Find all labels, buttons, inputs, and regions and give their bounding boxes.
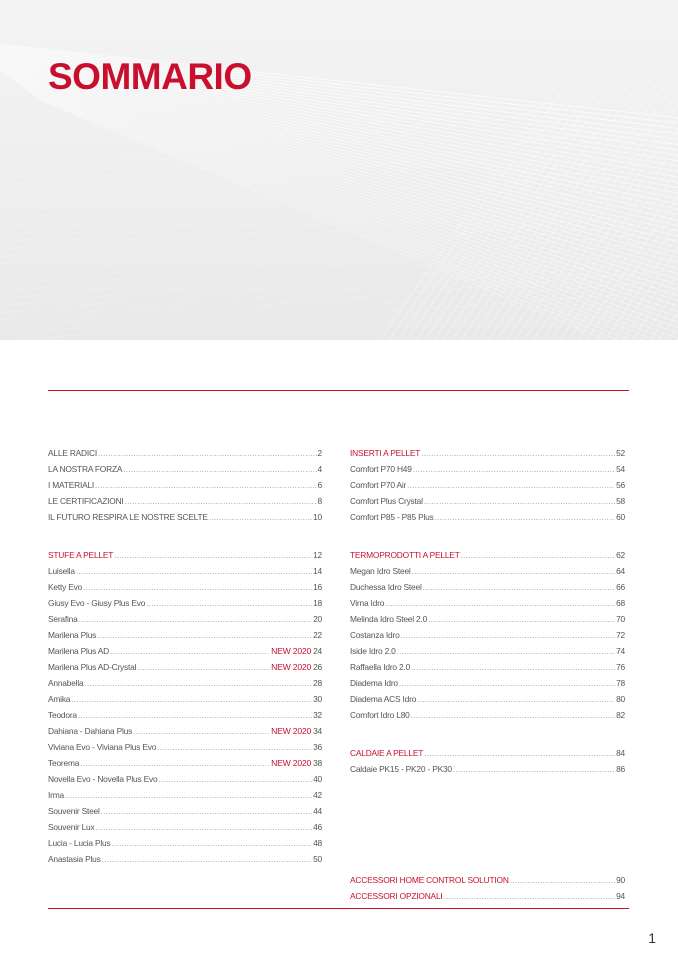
toc-entry-page: 74 bbox=[616, 646, 625, 656]
dot-leader bbox=[83, 579, 312, 595]
dot-leader bbox=[399, 675, 615, 691]
dot-leader bbox=[112, 835, 313, 851]
dot-leader bbox=[411, 707, 615, 723]
toc-entry-page: 86 bbox=[616, 764, 625, 774]
toc-entry-label: Annabella bbox=[48, 678, 84, 688]
dot-leader bbox=[407, 477, 615, 493]
decorative-line bbox=[650, 80, 678, 340]
toc-entry bbox=[48, 595, 322, 611]
toc-section-heading bbox=[350, 888, 625, 904]
page-number: 1 bbox=[648, 930, 656, 946]
new-badge: NEW 2020 bbox=[271, 662, 312, 672]
toc-entry-label: Marilena Plus AD-Crystal bbox=[48, 662, 137, 672]
toc-entry bbox=[48, 787, 322, 803]
toc-entry-label: Iside Idro 2.0 bbox=[350, 646, 396, 656]
toc-entry bbox=[350, 611, 625, 627]
dot-leader bbox=[133, 723, 270, 739]
toc-entry-page: 80 bbox=[616, 694, 625, 704]
dot-leader bbox=[424, 745, 615, 761]
toc-entry-label: Amika bbox=[48, 694, 71, 704]
dot-leader bbox=[401, 627, 616, 643]
dot-leader bbox=[412, 563, 615, 579]
dot-leader bbox=[76, 563, 312, 579]
toc-entry bbox=[48, 835, 322, 851]
section-spacer bbox=[350, 723, 625, 745]
toc-entry-page: 70 bbox=[616, 614, 625, 624]
toc-entry-page: 44 bbox=[313, 806, 322, 816]
toc-entry-label: Raffaella Idro 2.0 bbox=[350, 662, 411, 672]
toc-entry-page: 56 bbox=[616, 480, 625, 490]
dot-leader bbox=[97, 627, 312, 643]
toc-entry-label: Luisella bbox=[48, 566, 75, 576]
toc-entry-label: Comfort Idro L80 bbox=[350, 710, 410, 720]
dot-leader bbox=[209, 509, 312, 525]
toc-section-heading bbox=[48, 547, 322, 563]
toc-entry-page: 78 bbox=[616, 678, 625, 688]
dot-leader bbox=[417, 691, 615, 707]
toc-entry bbox=[48, 675, 322, 691]
toc-entry-label: Novella Evo - Novella Plus Evo bbox=[48, 774, 158, 784]
toc-entry-label: ALLE RADICI bbox=[48, 448, 97, 458]
toc-left-column bbox=[48, 445, 322, 867]
toc-entry-page: 82 bbox=[616, 710, 625, 720]
dot-leader bbox=[453, 761, 615, 777]
toc-entry bbox=[48, 493, 322, 509]
toc-entry bbox=[350, 643, 625, 659]
decorative-line bbox=[0, 290, 678, 340]
toc-entry-label: Teodora bbox=[48, 710, 77, 720]
toc-entry-page: 18 bbox=[313, 598, 322, 608]
toc-entry-page: 10 bbox=[313, 512, 322, 522]
dot-leader bbox=[95, 819, 312, 835]
toc-entry-label: Souvenir Steel bbox=[48, 806, 100, 816]
toc-entry bbox=[48, 477, 322, 493]
toc-entry-label: Virna Idro bbox=[350, 598, 385, 608]
dot-leader bbox=[123, 461, 316, 477]
toc-entry-label: Comfort P85 - P85 Plus bbox=[350, 512, 434, 522]
toc-entry-label: Megan Idro Steel bbox=[350, 566, 411, 576]
decorative-line bbox=[596, 80, 678, 340]
toc-entry-label: Teorema bbox=[48, 758, 80, 768]
toc-entry-label: STUFE A PELLET bbox=[48, 550, 114, 560]
dot-leader bbox=[114, 547, 312, 563]
toc-entry-page: 34 bbox=[313, 726, 322, 736]
toc-entry-label: LE CERTIFICAZIONI bbox=[48, 496, 124, 506]
toc-entry-page: 90 bbox=[616, 875, 625, 885]
section-spacer bbox=[48, 525, 322, 547]
toc-entry bbox=[350, 691, 625, 707]
toc-entry bbox=[350, 595, 625, 611]
toc-entry-page: 30 bbox=[313, 694, 322, 704]
toc-entry-page: 20 bbox=[313, 614, 322, 624]
section-spacer bbox=[350, 525, 625, 547]
dot-leader bbox=[510, 872, 615, 888]
toc-entry bbox=[48, 803, 322, 819]
dot-leader bbox=[397, 643, 615, 659]
toc-entry-page: 16 bbox=[313, 582, 322, 592]
toc-entry-label: Lucia - Lucia Plus bbox=[48, 838, 111, 848]
new-badge: NEW 2020 bbox=[271, 758, 312, 768]
toc-entry-label: Giusy Evo - Giusy Plus Evo bbox=[48, 598, 146, 608]
toc-section-heading bbox=[350, 547, 625, 563]
dot-leader bbox=[413, 461, 615, 477]
toc-section-heading bbox=[350, 745, 625, 761]
toc-entry bbox=[48, 627, 322, 643]
toc-entry bbox=[48, 509, 322, 525]
toc-entry-label: INSERTI A PELLET bbox=[350, 448, 421, 458]
toc-entry-page: 38 bbox=[313, 758, 322, 768]
toc-entry bbox=[48, 611, 322, 627]
dot-leader bbox=[137, 659, 270, 675]
toc-entry-label: Marilena Plus AD bbox=[48, 646, 110, 656]
dot-leader bbox=[461, 547, 615, 563]
toc-entry bbox=[350, 461, 625, 477]
toc-entry-page: 60 bbox=[616, 512, 625, 522]
dot-leader bbox=[411, 659, 615, 675]
bottom-divider bbox=[48, 908, 629, 909]
dot-leader bbox=[101, 803, 312, 819]
toc-entry-page: 54 bbox=[616, 464, 625, 474]
dot-leader bbox=[428, 611, 615, 627]
toc-entry-page: 94 bbox=[616, 891, 625, 901]
decorative-line bbox=[0, 150, 678, 243]
toc-entry bbox=[350, 659, 625, 675]
toc-entry-label: Dahiana - Dahiana Plus bbox=[48, 726, 133, 736]
toc-entry bbox=[48, 691, 322, 707]
abstract-lines-graphic bbox=[0, 0, 678, 340]
toc-entry-label: Diadema Idro bbox=[350, 678, 398, 688]
toc-entry-label: Comfort P70 H49 bbox=[350, 464, 412, 474]
new-badge: NEW 2020 bbox=[271, 646, 312, 656]
decorative-line bbox=[0, 130, 678, 229]
toc-entry-page: 24 bbox=[313, 646, 322, 656]
dot-leader bbox=[71, 691, 312, 707]
toc-entry-page: 4 bbox=[317, 464, 322, 474]
toc-entry-page: 28 bbox=[313, 678, 322, 688]
toc-entry-page: 66 bbox=[616, 582, 625, 592]
dot-leader bbox=[84, 675, 312, 691]
dot-leader bbox=[102, 851, 312, 867]
dot-leader bbox=[158, 771, 312, 787]
toc-entry bbox=[350, 627, 625, 643]
toc-entry-label: ACCESSORI OPZIONALI bbox=[350, 891, 443, 901]
toc-entry bbox=[350, 509, 625, 525]
top-divider bbox=[48, 390, 629, 391]
toc-entry-label: CALDAIE A PELLET bbox=[350, 748, 424, 758]
toc-entry-page: 52 bbox=[616, 448, 625, 458]
dot-leader bbox=[146, 595, 312, 611]
toc-entry bbox=[350, 707, 625, 723]
dot-leader bbox=[80, 755, 270, 771]
dot-leader bbox=[444, 888, 616, 904]
dot-leader bbox=[65, 787, 312, 803]
toc-entry bbox=[350, 493, 625, 509]
section-spacer bbox=[350, 777, 625, 872]
toc-entry-page: 40 bbox=[313, 774, 322, 784]
toc-entry bbox=[48, 659, 322, 675]
toc-entry-label: Diadema ACS Idro bbox=[350, 694, 417, 704]
toc-entry-page: 84 bbox=[616, 748, 625, 758]
toc-entry-page: 62 bbox=[616, 550, 625, 560]
toc-entry-label: Anastasia Plus bbox=[48, 854, 101, 864]
toc-entry-label: Duchessa Idro Steel bbox=[350, 582, 422, 592]
toc-entry bbox=[48, 771, 322, 787]
toc-entry-page: 50 bbox=[313, 854, 322, 864]
dot-leader bbox=[424, 493, 615, 509]
dot-leader bbox=[435, 509, 616, 525]
toc-entry bbox=[48, 723, 322, 739]
toc-entry bbox=[350, 563, 625, 579]
toc-entry-page: 32 bbox=[313, 710, 322, 720]
toc-entry-label: Comfort P70 Air bbox=[350, 480, 407, 490]
dot-leader bbox=[98, 445, 317, 461]
toc-entry-page: 48 bbox=[313, 838, 322, 848]
toc-entry-page: 58 bbox=[616, 496, 625, 506]
decorative-line bbox=[0, 240, 678, 306]
dot-leader bbox=[385, 595, 615, 611]
toc-entry-label: IL FUTURO RESPIRA LE NOSTRE SCELTE bbox=[48, 512, 208, 522]
toc-entry-page: 2 bbox=[317, 448, 322, 458]
page-title: SOMMARIO bbox=[48, 56, 252, 97]
toc-entry-page: 6 bbox=[317, 480, 322, 490]
toc-entry bbox=[48, 739, 322, 755]
toc-entry bbox=[350, 477, 625, 493]
toc-entry bbox=[350, 675, 625, 691]
toc-entry-page: 68 bbox=[616, 598, 625, 608]
toc-entry-label: Comfort Plus Crystal bbox=[350, 496, 423, 506]
toc-entry-page: 46 bbox=[313, 822, 322, 832]
toc-right-column bbox=[350, 445, 625, 904]
toc-entry-page: 76 bbox=[616, 662, 625, 672]
toc-entry-label: Marilena Plus bbox=[48, 630, 97, 640]
toc-entry-label: I MATERIALI bbox=[48, 480, 95, 490]
toc-entry-label: Irma bbox=[48, 790, 64, 800]
toc-section-heading bbox=[350, 872, 625, 888]
toc-entry-page: 72 bbox=[616, 630, 625, 640]
toc-entry bbox=[48, 579, 322, 595]
toc-entry bbox=[48, 707, 322, 723]
dot-leader bbox=[110, 643, 270, 659]
toc-entry-page: 26 bbox=[313, 662, 322, 672]
dot-leader bbox=[125, 493, 317, 509]
toc-entry-label: Souvenir Lux bbox=[48, 822, 95, 832]
toc-entry bbox=[350, 579, 625, 595]
decorative-line bbox=[0, 160, 678, 250]
dot-leader bbox=[78, 707, 312, 723]
toc-entry-label: Caldaie PK15 - PK20 - PK30 bbox=[350, 764, 452, 774]
toc-entry-label: Ketty Evo bbox=[48, 582, 83, 592]
toc-entry bbox=[48, 755, 322, 771]
toc-entry bbox=[48, 643, 322, 659]
decorative-line bbox=[0, 280, 678, 334]
toc-entry-label: LA NOSTRA FORZA bbox=[48, 464, 123, 474]
toc-entry-label: Melinda Idro Steel 2.0 bbox=[350, 614, 428, 624]
toc-entry-page: 8 bbox=[317, 496, 322, 506]
toc-entry-label: Serafina bbox=[48, 614, 78, 624]
toc-entry-page: 12 bbox=[313, 550, 322, 560]
toc-entry bbox=[48, 461, 322, 477]
dot-leader bbox=[95, 477, 316, 493]
toc-entry bbox=[48, 819, 322, 835]
toc-entry-label: Viviana Evo - Viviana Plus Evo bbox=[48, 742, 157, 752]
toc-entry-page: 14 bbox=[313, 566, 322, 576]
decorative-line bbox=[30, 92, 678, 340]
new-badge: NEW 2020 bbox=[271, 726, 312, 736]
toc-entry bbox=[48, 445, 322, 461]
toc-entry-label: Costanza Idro bbox=[350, 630, 400, 640]
toc-entry-label: TERMOPRODOTTI A PELLET bbox=[350, 550, 460, 560]
dot-leader bbox=[157, 739, 312, 755]
dot-leader bbox=[423, 579, 615, 595]
toc-entry bbox=[350, 761, 625, 777]
dot-leader bbox=[79, 611, 312, 627]
toc-entry-page: 64 bbox=[616, 566, 625, 576]
toc-section-heading bbox=[350, 445, 625, 461]
hero-background bbox=[0, 0, 678, 340]
dot-leader bbox=[421, 445, 615, 461]
toc-entry-page: 22 bbox=[313, 630, 322, 640]
toc-entry bbox=[48, 851, 322, 867]
toc-entry bbox=[48, 563, 322, 579]
toc-entry-page: 42 bbox=[313, 790, 322, 800]
toc-entry-label: ACCESSORI HOME CONTROL SOLUTION bbox=[350, 875, 509, 885]
toc-entry-page: 36 bbox=[313, 742, 322, 752]
